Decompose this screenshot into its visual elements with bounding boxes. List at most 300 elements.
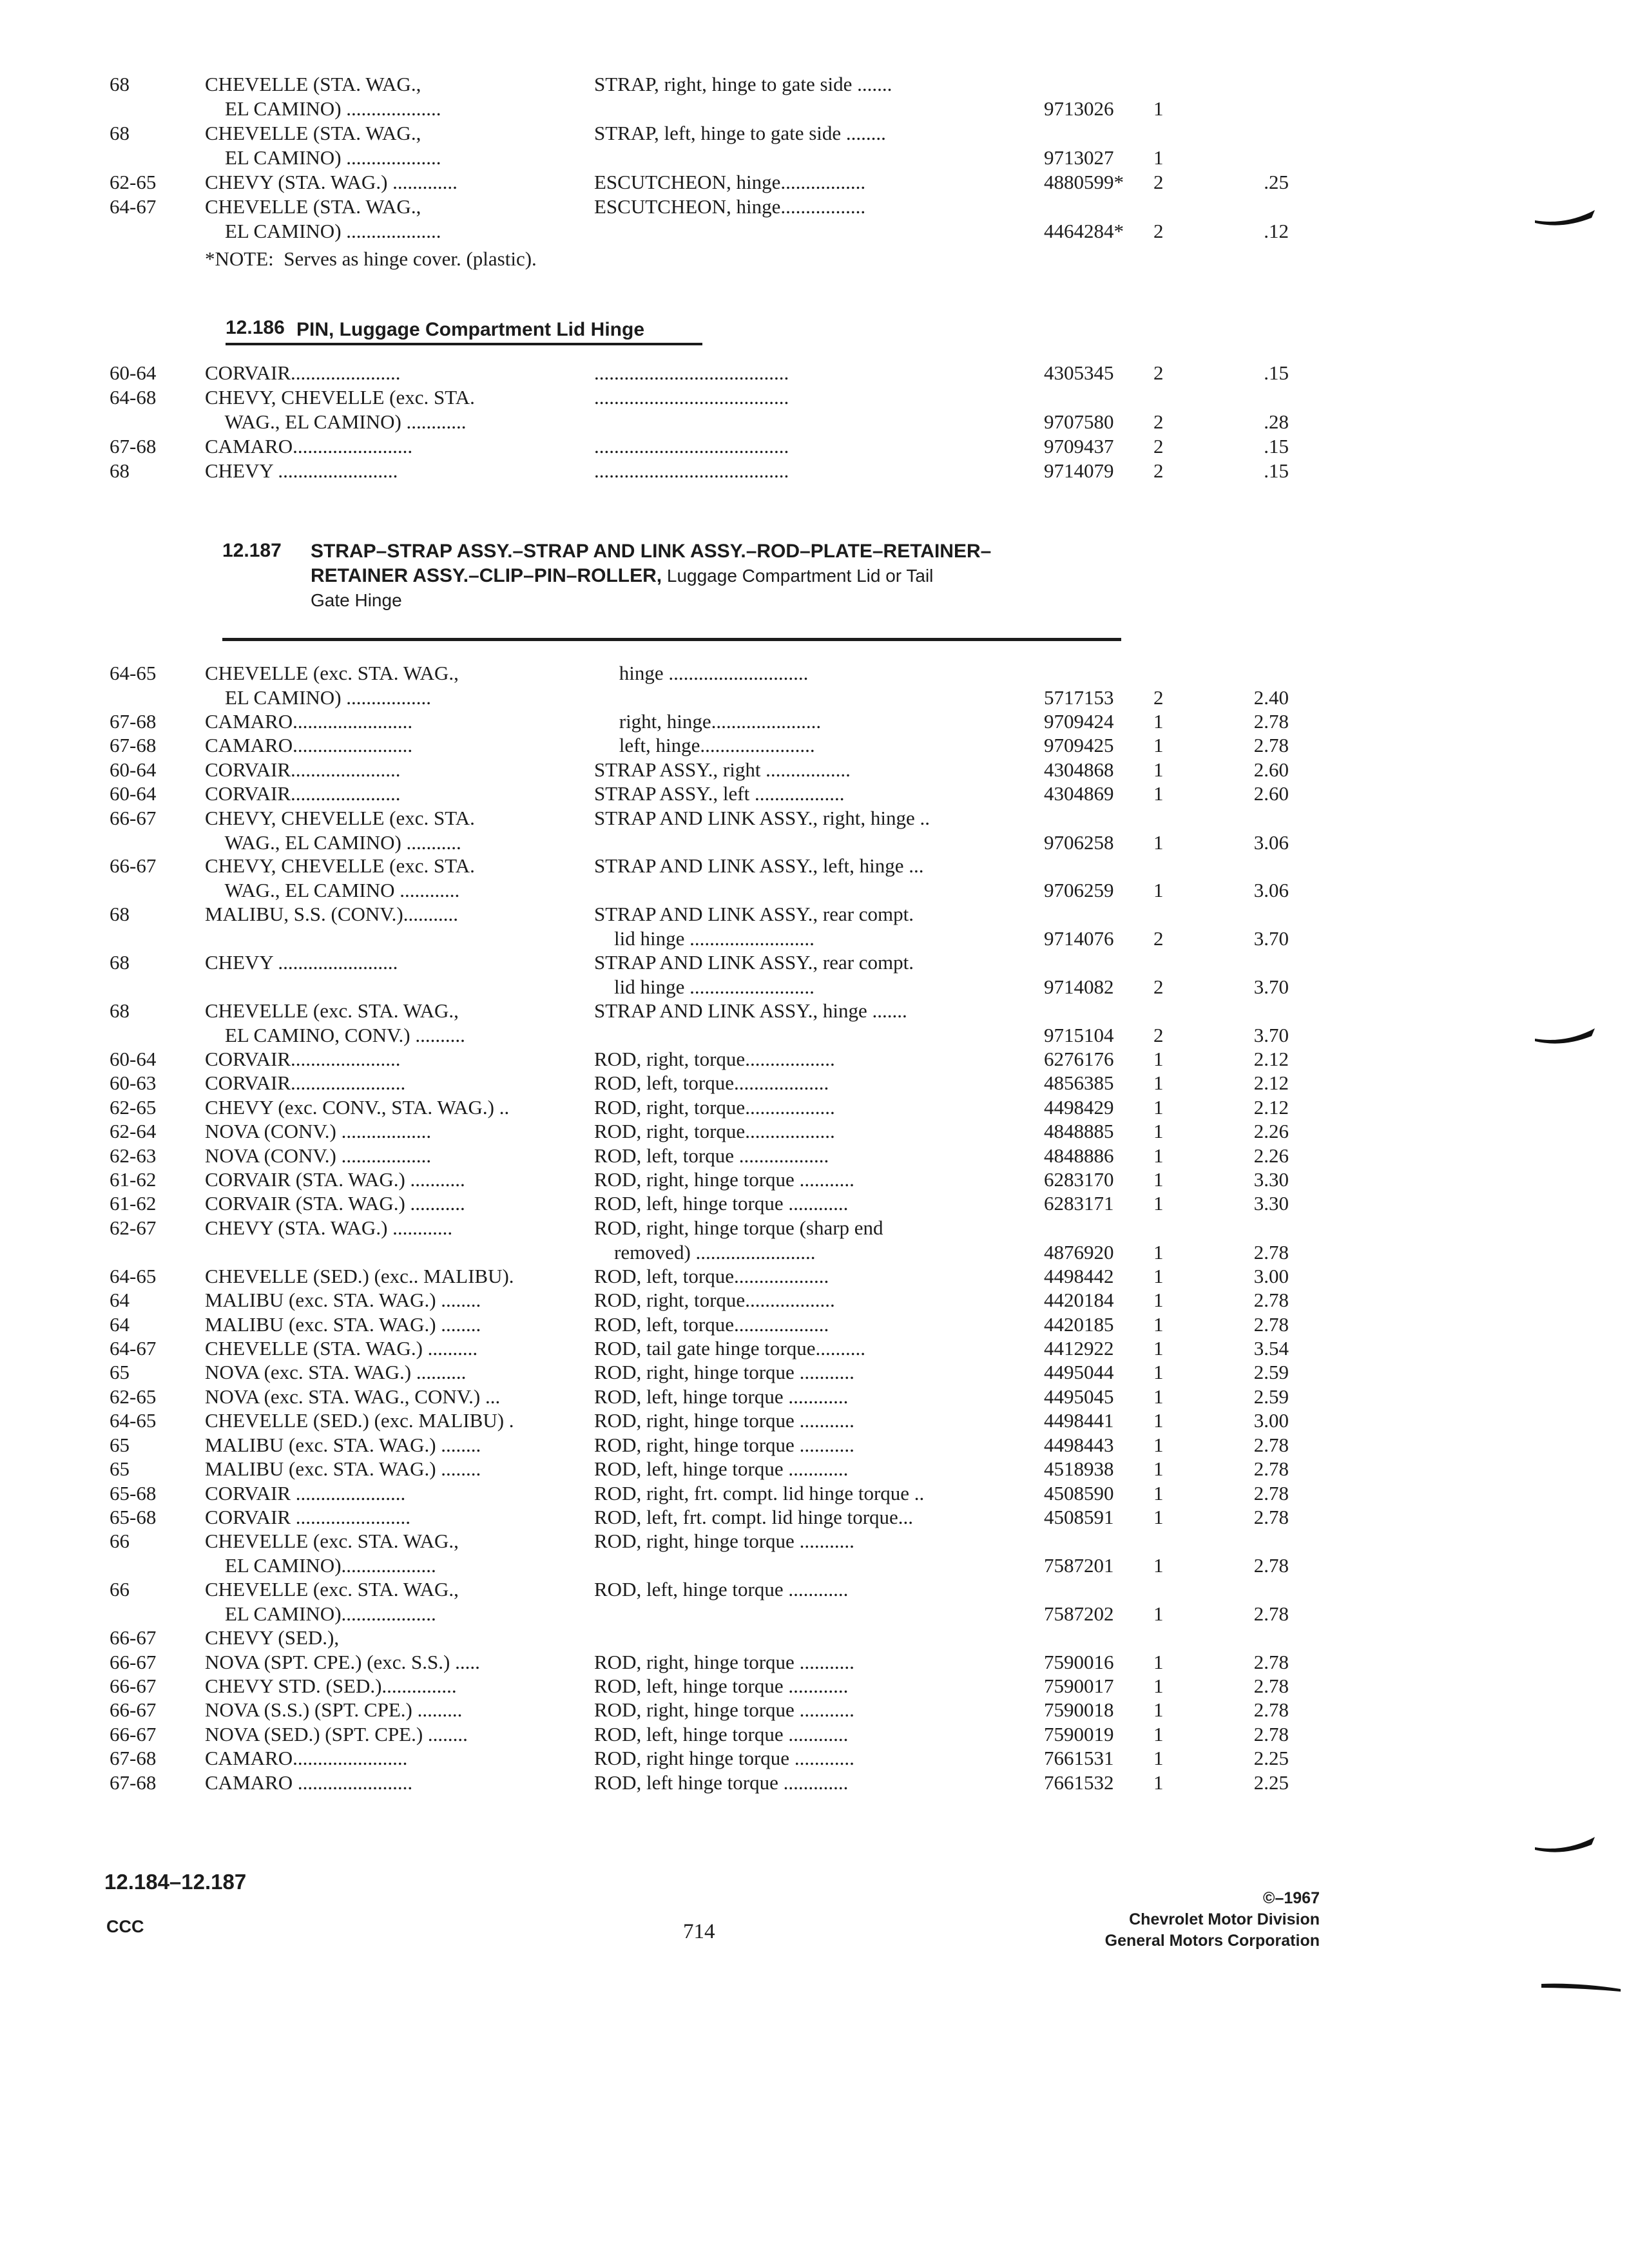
- part-number: 4464284*: [1044, 220, 1124, 242]
- part-description: ROD, left, hinge torque ............: [594, 1578, 849, 1601]
- list-price: 2.12: [1253, 1072, 1289, 1095]
- part-number: 4495045: [1044, 1385, 1114, 1408]
- section-number: 12.187: [222, 540, 282, 561]
- vehicle-model: MALIBU (exc. STA. WAG.) ........: [205, 1312, 481, 1336]
- quantity: 2: [1153, 361, 1164, 384]
- part-number: 9709424: [1044, 709, 1114, 733]
- title-underline: [226, 343, 702, 345]
- part-description: ROD, left, hinge torque ............: [594, 1722, 849, 1745]
- quantity: 1: [1153, 97, 1164, 120]
- list-price: 3.54: [1253, 1337, 1289, 1360]
- quantity: 1: [1153, 1144, 1164, 1167]
- part-number: 4508590: [1044, 1481, 1114, 1504]
- section-title: PIN, Luggage Compartment Lid Hinge: [296, 319, 645, 340]
- model-year: 64: [110, 1312, 130, 1336]
- part-number: 7661531: [1044, 1747, 1114, 1770]
- section-range: 12.184–12.187: [104, 1870, 247, 1894]
- vehicle-model: MALIBU (exc. STA. WAG.) ........: [205, 1289, 481, 1312]
- quantity: 1: [1153, 1072, 1164, 1095]
- part-description: STRAP AND LINK ASSY., rear compt. lid hinge .........................: [594, 903, 914, 950]
- part-number: 4518938: [1044, 1457, 1114, 1481]
- model-year: 62-63: [110, 1144, 157, 1167]
- part-description: ROD, right hinge torque ............: [594, 1747, 854, 1770]
- list-price: 2.26: [1253, 1144, 1289, 1167]
- quantity: 1: [1153, 1120, 1164, 1143]
- part-number: 4412922: [1044, 1337, 1114, 1360]
- quantity: 1: [1153, 1289, 1164, 1312]
- quantity: 1: [1153, 1264, 1164, 1287]
- part-description: .......................................: [594, 435, 789, 457]
- part-description: ROD, left, hinge torque ............: [594, 1192, 849, 1215]
- vehicle-model: CORVAIR......................: [205, 782, 401, 805]
- quantity: 2: [1153, 171, 1164, 193]
- parts-row: [0, 661, 1629, 711]
- list-price: .12: [1264, 220, 1289, 242]
- quantity: 1: [1153, 146, 1164, 169]
- section-number: 12.186: [226, 317, 285, 338]
- quantity: 1: [1153, 1481, 1164, 1504]
- part-description: STRAP AND LINK ASSY., rear compt. lid hinge .........................: [594, 951, 914, 999]
- vehicle-model: NOVA (CONV.) ..................: [205, 1120, 432, 1143]
- list-price: 2.78: [1253, 1722, 1289, 1745]
- part-description: ROD, left, hinge torque ............: [594, 1385, 849, 1408]
- part-description: ROD, tail gate hinge torque..........: [594, 1337, 865, 1360]
- list-price: .25: [1264, 171, 1289, 193]
- part-number: 5717153: [1044, 686, 1114, 709]
- part-number: 9713027: [1044, 146, 1114, 169]
- quantity: 1: [1153, 1192, 1164, 1215]
- parts-row: [0, 195, 1629, 245]
- part-number: 9709437: [1044, 435, 1114, 457]
- vehicle-model: MALIBU (exc. STA. WAG.) ........: [205, 1433, 481, 1456]
- model-year: 66: [110, 1578, 130, 1601]
- vehicle-model: CHEVELLE (exc. STA. WAG., EL CAMINO)...................: [205, 1530, 459, 1577]
- vehicle-model: CAMARO........................: [205, 709, 413, 733]
- part-number: 9707580: [1044, 410, 1114, 433]
- model-year: 67-68: [110, 1747, 157, 1770]
- part-number: 9714076: [1044, 927, 1114, 950]
- list-price: .15: [1264, 459, 1289, 482]
- division-name: Chevrolet Motor Division: [1129, 1910, 1320, 1928]
- quantity: 1: [1153, 1554, 1164, 1577]
- model-year: 67-68: [110, 734, 157, 757]
- quantity: 1: [1153, 1675, 1164, 1698]
- model-year: 60-64: [110, 782, 157, 805]
- part-number: 7590018: [1044, 1698, 1114, 1722]
- part-number: 7587201: [1044, 1554, 1114, 1577]
- part-description: ROD, right, torque..................: [594, 1120, 835, 1143]
- parts-row: [0, 1771, 1629, 1821]
- vehicle-model: CHEVELLE (exc. STA. WAG., EL CAMINO, CONV.) ..........: [205, 999, 465, 1047]
- parts-row: [0, 999, 1629, 1049]
- quantity: 1: [1153, 879, 1164, 902]
- list-price: 2.40: [1253, 686, 1289, 709]
- quantity: 1: [1153, 1312, 1164, 1336]
- part-number: 7661532: [1044, 1771, 1114, 1794]
- list-price: 3.06: [1253, 831, 1289, 854]
- vehicle-model: CHEVELLE (exc. STA. WAG., EL CAMINO) .................: [205, 662, 459, 709]
- quantity: 1: [1153, 1698, 1164, 1722]
- part-description: ROD, right, torque..................: [594, 1289, 835, 1312]
- vehicle-model: NOVA (S.S.) (SPT. CPE.) .........: [205, 1698, 463, 1722]
- section-rule: [222, 638, 1121, 641]
- quantity: 2: [1153, 410, 1164, 433]
- part-number: 4304869: [1044, 782, 1114, 805]
- list-price: 2.12: [1253, 1095, 1289, 1119]
- vehicle-model: CHEVY (STA. WAG.) .............: [205, 171, 458, 193]
- vehicle-model: CHEVELLE (STA. WAG.) ..........: [205, 1337, 478, 1360]
- model-year: 64: [110, 1289, 130, 1312]
- parts-row: [0, 806, 1629, 856]
- list-price: 2.78: [1253, 1506, 1289, 1529]
- vehicle-model: CHEVELLE (STA. WAG., EL CAMINO) ...................: [205, 195, 441, 242]
- part-number: 6283170: [1044, 1168, 1114, 1191]
- quantity: 1: [1153, 734, 1164, 757]
- part-description: left, hinge.......................: [594, 734, 815, 757]
- list-price: 3.30: [1253, 1168, 1289, 1191]
- model-year: 62-65: [110, 1095, 157, 1119]
- vehicle-model: CAMARO .......................: [205, 1771, 413, 1794]
- list-price: 2.12: [1253, 1047, 1289, 1070]
- list-price: 2.25: [1253, 1747, 1289, 1770]
- vehicle-model: CORVAIR (STA. WAG.) ...........: [205, 1168, 465, 1191]
- vehicle-model: CORVAIR ......................: [205, 1481, 406, 1504]
- quantity: 1: [1153, 1722, 1164, 1745]
- parts-row: [0, 385, 1629, 436]
- vehicle-model: CHEVY, CHEVELLE (exc. STA. WAG., EL CAMINO) ............: [205, 386, 475, 433]
- part-description: ROD, left, hinge torque ............: [594, 1675, 849, 1698]
- quantity: 1: [1153, 1506, 1164, 1529]
- vehicle-model: NOVA (SPT. CPE.) (exc. S.S.) .....: [205, 1650, 480, 1673]
- vehicle-model: CHEVELLE (SED.) (exc.. MALIBU).: [205, 1264, 514, 1287]
- catalog-code: CCC: [106, 1917, 144, 1936]
- quantity: 1: [1153, 1240, 1164, 1264]
- quantity: 1: [1153, 782, 1164, 805]
- part-description: ROD, right, hinge torque (sharp end removed) ........................: [594, 1216, 883, 1264]
- list-price: 3.70: [1253, 927, 1289, 950]
- quantity: 1: [1153, 1650, 1164, 1673]
- quantity: 1: [1153, 1168, 1164, 1191]
- part-description: STRAP AND LINK ASSY., hinge .......: [594, 999, 907, 1023]
- part-description: .......................................: [594, 459, 789, 482]
- part-number: 7590019: [1044, 1722, 1114, 1745]
- part-description: ROD, right, hinge torque ...........: [594, 1361, 854, 1384]
- vehicle-model: NOVA (exc. STA. WAG.) ..........: [205, 1361, 467, 1384]
- model-year: 61-62: [110, 1192, 157, 1215]
- model-year: 67-68: [110, 709, 157, 733]
- vehicle-model: CAMARO.......................: [205, 1747, 408, 1770]
- part-number: 4498441: [1044, 1409, 1114, 1432]
- quantity: 2: [1153, 686, 1164, 709]
- quantity: 1: [1153, 1385, 1164, 1408]
- part-description: ROD, right, frt. compt. lid hinge torque ..: [594, 1481, 925, 1504]
- part-number: 4495044: [1044, 1361, 1114, 1384]
- model-year: 60-63: [110, 1072, 157, 1095]
- part-number: 9706258: [1044, 831, 1114, 854]
- quantity: 1: [1153, 1361, 1164, 1384]
- model-year: 64-65: [110, 662, 157, 684]
- list-price: 2.60: [1253, 758, 1289, 781]
- part-number: 4856385: [1044, 1072, 1114, 1095]
- model-year: 65: [110, 1433, 130, 1456]
- model-year: 62-64: [110, 1120, 157, 1143]
- hinge-cover-note: *NOTE: Serves as hinge cover. (plastic).: [205, 247, 537, 270]
- part-description: ROD, right, hinge torque ...........: [594, 1530, 854, 1553]
- model-year: 66-67: [110, 1722, 157, 1745]
- part-description: ROD, left, torque ..................: [594, 1144, 829, 1167]
- model-year: 66: [110, 1530, 130, 1553]
- quantity: 1: [1153, 1095, 1164, 1119]
- part-description: STRAP AND LINK ASSY., left, hinge ...: [594, 854, 924, 878]
- vehicle-model: CHEVY, CHEVELLE (exc. STA. WAG., EL CAMINO ............: [205, 854, 475, 902]
- scan-mark: [1534, 1833, 1598, 1859]
- model-year: 67-68: [110, 435, 157, 457]
- vehicle-model: CORVAIR .......................: [205, 1506, 411, 1529]
- quantity: 2: [1153, 975, 1164, 999]
- part-number: 4304868: [1044, 758, 1114, 781]
- model-year: 64-65: [110, 1264, 157, 1287]
- vehicle-model: CHEVELLE (STA. WAG., EL CAMINO) ...................: [205, 73, 441, 120]
- quantity: 2: [1153, 459, 1164, 482]
- list-price: 3.00: [1253, 1409, 1289, 1432]
- part-number: 7590017: [1044, 1675, 1114, 1698]
- model-year: 65-68: [110, 1506, 157, 1529]
- quantity: 2: [1153, 220, 1164, 242]
- vehicle-model: CHEVELLE (exc. STA. WAG., EL CAMINO)...................: [205, 1578, 459, 1626]
- part-number: 4305345: [1044, 361, 1114, 384]
- quantity: 1: [1153, 1409, 1164, 1432]
- model-year: 62-65: [110, 171, 157, 193]
- vehicle-model: CHEVELLE (STA. WAG., EL CAMINO) ...................: [205, 122, 441, 169]
- publisher-block: [1105, 1888, 1320, 1952]
- part-number: 9714082: [1044, 975, 1114, 999]
- model-year: 66-67: [110, 1698, 157, 1722]
- page-number: 714: [683, 1920, 715, 1943]
- list-price: 2.78: [1253, 709, 1289, 733]
- part-number: 4420184: [1044, 1289, 1114, 1312]
- list-price: 2.60: [1253, 782, 1289, 805]
- vehicle-model: CORVAIR......................: [205, 1047, 401, 1070]
- model-year: 60-64: [110, 1047, 157, 1070]
- model-year: 68: [110, 999, 130, 1023]
- list-price: .15: [1264, 435, 1289, 457]
- quantity: 2: [1153, 927, 1164, 950]
- list-price: 3.70: [1253, 1024, 1289, 1047]
- model-year: 62-67: [110, 1216, 157, 1239]
- quantity: 1: [1153, 1457, 1164, 1481]
- vehicle-model: CHEVY STD. (SED.)...............: [205, 1675, 457, 1698]
- list-price: 2.78: [1253, 1433, 1289, 1456]
- vehicle-model: CHEVY, CHEVELLE (exc. STA. WAG., EL CAMINO) ...........: [205, 806, 475, 854]
- part-number: 6276176: [1044, 1047, 1114, 1070]
- section-title-line-1: STRAP–STRAP ASSY.–STRAP AND LINK ASSY.–ROD–PLATE–RETAINER–: [311, 541, 992, 562]
- quantity: 1: [1153, 1337, 1164, 1360]
- part-description: ROD, right, hinge torque ...........: [594, 1168, 854, 1191]
- part-number: 4848886: [1044, 1144, 1114, 1167]
- model-year: 68: [110, 122, 130, 144]
- corporation-name: General Motors Corporation: [1104, 1932, 1320, 1950]
- list-price: 2.59: [1253, 1361, 1289, 1384]
- model-year: 67-68: [110, 1771, 157, 1794]
- vehicle-model: CORVAIR.......................: [205, 1072, 406, 1095]
- part-number: 4508591: [1044, 1506, 1114, 1529]
- model-year: 68: [110, 459, 130, 482]
- list-price: 2.78: [1253, 1554, 1289, 1577]
- part-description: ROD, left, torque...................: [594, 1072, 829, 1095]
- part-number: 4880599*: [1044, 171, 1124, 193]
- scan-mark: [1534, 1024, 1598, 1050]
- scan-mark: [1534, 206, 1598, 232]
- list-price: 2.78: [1253, 1481, 1289, 1504]
- model-year: 68: [110, 951, 130, 974]
- vehicle-model: NOVA (exc. STA. WAG., CONV.) ...: [205, 1385, 501, 1408]
- list-price: 3.70: [1253, 975, 1289, 999]
- list-price: 3.06: [1253, 879, 1289, 902]
- list-price: 2.26: [1253, 1120, 1289, 1143]
- vehicle-model: CHEVY (STA. WAG.) ............: [205, 1216, 453, 1239]
- quantity: 1: [1153, 831, 1164, 854]
- part-description: ROD, right, hinge torque ...........: [594, 1698, 854, 1722]
- model-year: 62-65: [110, 1385, 157, 1408]
- part-description: .......................................: [594, 361, 789, 384]
- part-description: STRAP ASSY., right .................: [594, 758, 851, 781]
- part-description: STRAP, left, hinge to gate side ........: [594, 122, 886, 144]
- part-number: 4876920: [1044, 1240, 1114, 1264]
- parts-row: [0, 72, 1629, 122]
- vehicle-model: CAMARO........................: [205, 734, 413, 757]
- vehicle-model: MALIBU, S.S. (CONV.)...........: [205, 903, 458, 926]
- list-price: 3.30: [1253, 1192, 1289, 1215]
- parts-row: [0, 902, 1629, 952]
- part-description: ROD, right, hinge torque ...........: [594, 1650, 854, 1673]
- part-number: 7590016: [1044, 1650, 1114, 1673]
- list-price: .15: [1264, 361, 1289, 384]
- vehicle-model: CORVAIR......................: [205, 361, 401, 384]
- parts-row: [0, 1216, 1629, 1266]
- list-price: 2.78: [1253, 1602, 1289, 1626]
- parts-row: [0, 1529, 1629, 1579]
- part-number: 9713026: [1044, 97, 1114, 120]
- part-number: 4848885: [1044, 1120, 1114, 1143]
- quantity: 1: [1153, 1771, 1164, 1794]
- vehicle-model: CHEVELLE (SED.) (exc. MALIBU) .: [205, 1409, 514, 1432]
- quantity: 1: [1153, 758, 1164, 781]
- model-year: 64-67: [110, 195, 157, 218]
- model-year: 64-68: [110, 386, 157, 408]
- list-price: 2.25: [1253, 1771, 1289, 1794]
- list-price: .28: [1264, 410, 1289, 433]
- part-number: 9709425: [1044, 734, 1114, 757]
- part-description: .......................................: [594, 386, 789, 408]
- model-year: 61-62: [110, 1168, 157, 1191]
- vehicle-model: NOVA (CONV.) ..................: [205, 1144, 432, 1167]
- part-number: 4498429: [1044, 1095, 1114, 1119]
- part-description: ROD, left, frt. compt. lid hinge torque...: [594, 1506, 914, 1529]
- model-year: 64-65: [110, 1409, 157, 1432]
- part-description: ESCUTCHEON, hinge.................: [594, 195, 866, 218]
- vehicle-model: CHEVY ........................: [205, 951, 398, 974]
- part-number: 6283171: [1044, 1192, 1114, 1215]
- section-title-line-2: RETAINER ASSY.–CLIP–PIN–ROLLER, Luggage Compartment Lid or Tail: [311, 565, 934, 586]
- part-description: ROD, left, torque...................: [594, 1264, 829, 1287]
- part-description: ROD, right, hinge torque ...........: [594, 1433, 854, 1456]
- vehicle-model: CORVAIR......................: [205, 758, 401, 781]
- part-description: STRAP AND LINK ASSY., right, hinge ..: [594, 806, 930, 829]
- part-number: 4498442: [1044, 1264, 1114, 1287]
- vehicle-model: CHEVY (SED.),: [205, 1626, 340, 1649]
- model-year: 66-67: [110, 854, 157, 878]
- parts-row: [0, 121, 1629, 171]
- scan-mark: [1540, 1975, 1624, 2001]
- list-price: 2.78: [1253, 1312, 1289, 1336]
- quantity: 1: [1153, 1747, 1164, 1770]
- list-price: 2.78: [1253, 1698, 1289, 1722]
- model-year: 68: [110, 903, 130, 926]
- list-price: 2.78: [1253, 1650, 1289, 1673]
- quantity: 1: [1153, 709, 1164, 733]
- part-description: ROD, left hinge torque .............: [594, 1771, 849, 1794]
- quantity: 2: [1153, 435, 1164, 457]
- part-number: 9714079: [1044, 459, 1114, 482]
- model-year: 60-64: [110, 758, 157, 781]
- copyright: ©–1967: [1263, 1889, 1320, 1907]
- part-description: ROD, right, hinge torque ...........: [594, 1409, 854, 1432]
- parts-row: [0, 950, 1629, 1001]
- part-number: 9715104: [1044, 1024, 1114, 1047]
- list-price: 2.78: [1253, 1675, 1289, 1698]
- model-year: 68: [110, 73, 130, 95]
- part-number: 9706259: [1044, 879, 1114, 902]
- model-year: 65-68: [110, 1481, 157, 1504]
- vehicle-model: CHEVY ........................: [205, 459, 398, 482]
- part-number: 7587202: [1044, 1602, 1114, 1626]
- part-description: right, hinge......................: [594, 709, 822, 733]
- part-description: ROD, right, torque..................: [594, 1095, 835, 1119]
- part-number: 4420185: [1044, 1312, 1114, 1336]
- part-number: 4498443: [1044, 1433, 1114, 1456]
- part-description: ROD, right, torque..................: [594, 1047, 835, 1070]
- model-year: 66-67: [110, 1650, 157, 1673]
- part-description: STRAP, right, hinge to gate side .......: [594, 73, 892, 95]
- vehicle-model: CORVAIR (STA. WAG.) ...........: [205, 1192, 465, 1215]
- quantity: 1: [1153, 1047, 1164, 1070]
- list-price: 3.00: [1253, 1264, 1289, 1287]
- model-year: 65: [110, 1457, 130, 1481]
- vehicle-model: MALIBU (exc. STA. WAG.) ........: [205, 1457, 481, 1481]
- model-year: 66-67: [110, 806, 157, 829]
- quantity: 1: [1153, 1602, 1164, 1626]
- part-description: ESCUTCHEON, hinge.................: [594, 171, 866, 193]
- quantity: 2: [1153, 1024, 1164, 1047]
- list-price: 2.78: [1253, 734, 1289, 757]
- part-description: ROD, left, torque...................: [594, 1312, 829, 1336]
- vehicle-model: CHEVY (exc. CONV., STA. WAG.) ..: [205, 1095, 510, 1119]
- model-year: 64-67: [110, 1337, 157, 1360]
- model-year: 66-67: [110, 1675, 157, 1698]
- model-year: 66-67: [110, 1626, 157, 1649]
- vehicle-model: CAMARO........................: [205, 435, 413, 457]
- quantity: 1: [1153, 1433, 1164, 1456]
- model-year: 60-64: [110, 361, 157, 384]
- parts-row: [0, 854, 1629, 904]
- parts-row: [0, 459, 1629, 509]
- list-price: 2.78: [1253, 1457, 1289, 1481]
- section-title-line-3: Gate Hinge: [311, 590, 402, 610]
- list-price: 2.59: [1253, 1385, 1289, 1408]
- part-description: STRAP ASSY., left ..................: [594, 782, 845, 805]
- vehicle-model: NOVA (SED.) (SPT. CPE.) ........: [205, 1722, 468, 1745]
- list-price: 2.78: [1253, 1289, 1289, 1312]
